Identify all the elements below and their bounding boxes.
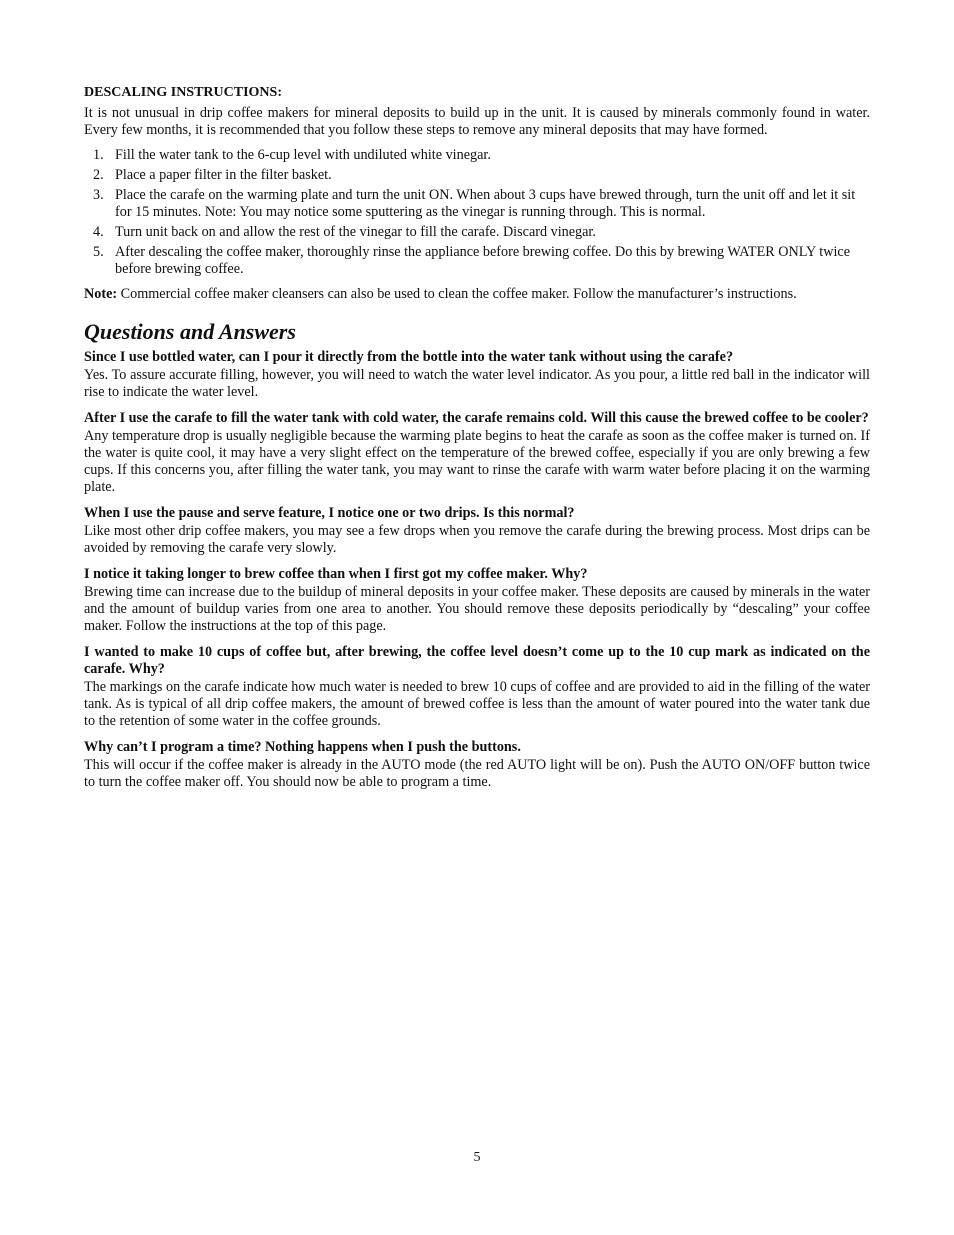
document-page bbox=[84, 84, 870, 800]
descaling-step bbox=[84, 167, 870, 184]
step-number: 2. bbox=[93, 167, 104, 183]
step-number: 3. bbox=[93, 187, 104, 203]
descaling-steps-list bbox=[84, 147, 870, 278]
qa-item bbox=[84, 566, 870, 635]
qa-question: I notice it taking longer to brew coffee than when I first got my coffee maker. Why? bbox=[84, 566, 588, 582]
qa-title: Questions and Answers bbox=[84, 319, 296, 344]
page-number: 5 bbox=[473, 1150, 481, 1165]
descaling-step bbox=[84, 244, 870, 278]
qa-question: Since I use bottled water, can I pour it directly from the bottle into the water tank without using the carafe? bbox=[84, 349, 734, 365]
step-text: Place a paper filter in the filter basket. bbox=[115, 167, 332, 183]
step-number: 5. bbox=[93, 244, 104, 260]
step-text: Turn unit back on and allow the rest of the vinegar to fill the carafe. Discard vinegar. bbox=[115, 224, 596, 240]
qa-answer: Like most other drip coffee makers, you may see a few drops when you remove the carafe during the brewing process. Most drips can be avoided by removing the carafe very slowly. bbox=[84, 523, 870, 556]
qa-item bbox=[84, 739, 870, 791]
qa-item bbox=[84, 349, 870, 401]
descaling-note bbox=[84, 286, 870, 303]
descaling-heading: DESCALING INSTRUCTIONS: bbox=[84, 85, 282, 100]
step-number: 1. bbox=[93, 147, 104, 163]
qa-question: When I use the pause and serve feature, I notice one or two drips. Is this normal? bbox=[84, 505, 575, 521]
step-text: After descaling the coffee maker, thoroughly rinse the appliance before brewing coffee. Do this by brewing WATER ONLY twice before brewing coffee. bbox=[115, 244, 850, 277]
step-text: Place the carafe on the warming plate and turn the unit ON. When about 3 cups have brewed through, turn the unit off and let it sit for 15 minutes. Note: You may notice some sputtering as the vinegar is running through. This is normal. bbox=[115, 187, 856, 220]
qa-question: I wanted to make 10 cups of coffee but, after brewing, the coffee level doesn’t come up to the 10 cup mark as indicated on the carafe. Why? bbox=[84, 644, 870, 677]
qa-answer: The markings on the carafe indicate how much water is needed to brew 10 cups of coffee and are provided to aid in the filling of the water tank. As is typical of all drip coffee makers, the amount of brewed coffee is less than the amount of water poured into the water tank due to the retention of some water in the coffee grounds. bbox=[84, 679, 870, 729]
qa-section bbox=[84, 319, 870, 791]
qa-answer: Yes. To assure accurate filling, however, you will need to watch the water level indicator. As you pour, a little red ball in the indicator will rise to indicate the water level. bbox=[84, 367, 870, 400]
qa-item bbox=[84, 410, 870, 496]
descaling-intro: It is not unusual in drip coffee makers for mineral deposits to build up in the unit. It is caused by minerals commonly found in water. Every few months, it is recommended that you follow these steps to remove any mineral deposits that may have formed. bbox=[84, 105, 870, 138]
descaling-step bbox=[84, 224, 870, 241]
qa-question: After I use the carafe to fill the water tank with cold water, the carafe remains cold. Will this cause the brewed coffee to be cooler? bbox=[84, 410, 869, 426]
qa-answer: Brewing time can increase due to the buildup of mineral deposits in your coffee maker. These deposits are caused by minerals in the water and the amount of buildup varies from one area to another. You should remove these deposits periodically by “descaling” your coffee maker. Follow the instructions at the top of this page. bbox=[84, 584, 870, 634]
qa-answer: This will occur if the coffee maker is already in the AUTO mode (the red AUTO light will be on). Push the AUTO ON/OFF button twice to turn the coffee maker off. You should now be able to program a time. bbox=[84, 757, 870, 790]
qa-item bbox=[84, 505, 870, 557]
descaling-step bbox=[84, 147, 870, 164]
note-label: Note: bbox=[84, 286, 118, 302]
descaling-step bbox=[84, 187, 870, 221]
step-number: 4. bbox=[93, 224, 104, 240]
note-text: Commercial coffee maker cleansers can also be used to clean the coffee maker. Follow the manufacturer’s instructions. bbox=[117, 286, 797, 302]
qa-answer: Any temperature drop is usually negligible because the warming plate begins to heat the carafe as soon as the coffee maker is turned on. If the water is quite cool, it may have a very slight effect on the temperature of the brewed coffee, especially if you are only brewing a few cups. If this concerns you, after filling the water tank, you may want to rinse the carafe with warm water before placing it on the warming plate. bbox=[84, 428, 870, 495]
step-text: Fill the water tank to the 6-cup level with undiluted white vinegar. bbox=[115, 147, 491, 163]
qa-question: Why can’t I program a time? Nothing happens when I push the buttons. bbox=[84, 739, 521, 755]
descaling-section bbox=[84, 84, 870, 303]
qa-item bbox=[84, 644, 870, 730]
